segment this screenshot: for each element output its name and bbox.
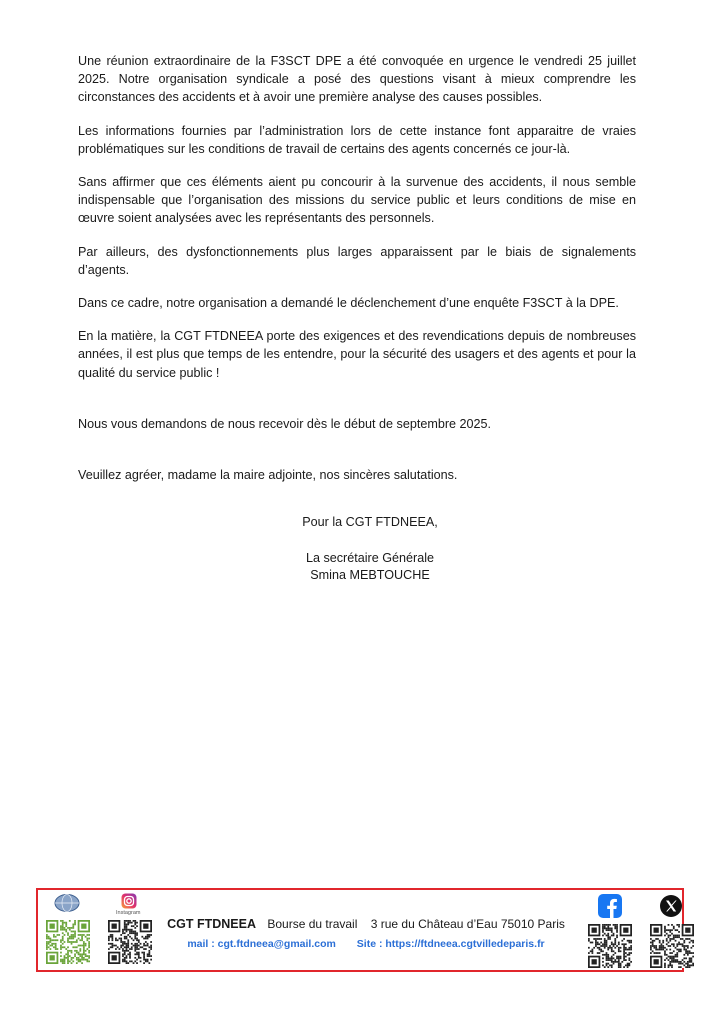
facebook-icon[interactable] — [598, 894, 622, 918]
footer-address-part2: 3 rue du Château d’Eau 75010 Paris — [370, 917, 565, 931]
website-icon[interactable] — [54, 894, 80, 912]
footer-org-name: CGT FTDNEEA — [167, 917, 256, 931]
footer-address-part1: Bourse du travail — [267, 917, 358, 931]
paragraph-6: En la matière, la CGT FTDNEEA porte des exigences et des revendications depuis de nombreuses années, il est plus que temps de les entendre, pour la sécurité des usagers et des agents et pour la qualité du service public ! — [78, 329, 636, 380]
letter-body — [78, 52, 636, 499]
x-icon[interactable] — [660, 895, 682, 917]
paragraph-3: Sans affirmer que ces éléments aient pu concourir à la survenue des accidents, il nous semble indispensable que l’organisation des missions du service public et leurs conditions de mise en œuvre soient analysées avec les représentants des personnels. — [78, 175, 636, 226]
paragraph-7: Nous vous demandons de nous recevoir dès le début de septembre 2025. — [78, 416, 492, 431]
paragraph-8: Veuillez agréer, madame la maire adjointe, nos sincères salutations. — [78, 468, 458, 483]
footer-box — [36, 888, 684, 972]
signature-name: Smina MEBTOUCHE — [310, 568, 430, 582]
qr-code-website[interactable] — [46, 920, 90, 964]
signature-for-line: Pour la CGT FTDNEEA, — [302, 515, 438, 529]
paragraph-2: Les informations fournies par l’administration lors de cette instance font apparaitre de vraies problématiques sur les conditions de travail de certains des agents concernés ce jour-là. — [78, 123, 636, 156]
instagram-icon[interactable] — [121, 893, 137, 909]
qr-code-x[interactable] — [650, 924, 694, 968]
footer-mail-link[interactable]: mail : cgt.ftdneea@gmail.com — [187, 938, 336, 950]
instagram-label: Instagram — [116, 910, 141, 916]
paragraph-5: Dans ce cadre, notre organisation a demandé le déclenchement d’une enquête F3SCT à la DPE. — [78, 296, 619, 311]
qr-code-instagram[interactable] — [108, 920, 152, 964]
footer-address-line — [166, 917, 566, 931]
paragraph-1: Une réunion extraordinaire de la F3SCT DPE a été convoquée en urgence le vendredi 25 juillet 2025. Notre organisation syndicale a posé des questions visant à mieux comprendre les circonstances des accidents et à avoir une première analyse des causes possibles. — [78, 54, 636, 105]
qr-code-facebook[interactable] — [588, 924, 632, 968]
signature-block — [230, 514, 510, 585]
footer-site-link[interactable]: Site : https://ftdneea.cgtvilledeparis.fr — [356, 938, 545, 950]
paragraph-4: Par ailleurs, des dysfonctionnements plus larges apparaissent par le biais de signalements d’agents. — [78, 244, 636, 277]
footer-contact-line — [166, 938, 566, 950]
signature-title: La secrétaire Générale — [305, 550, 435, 565]
